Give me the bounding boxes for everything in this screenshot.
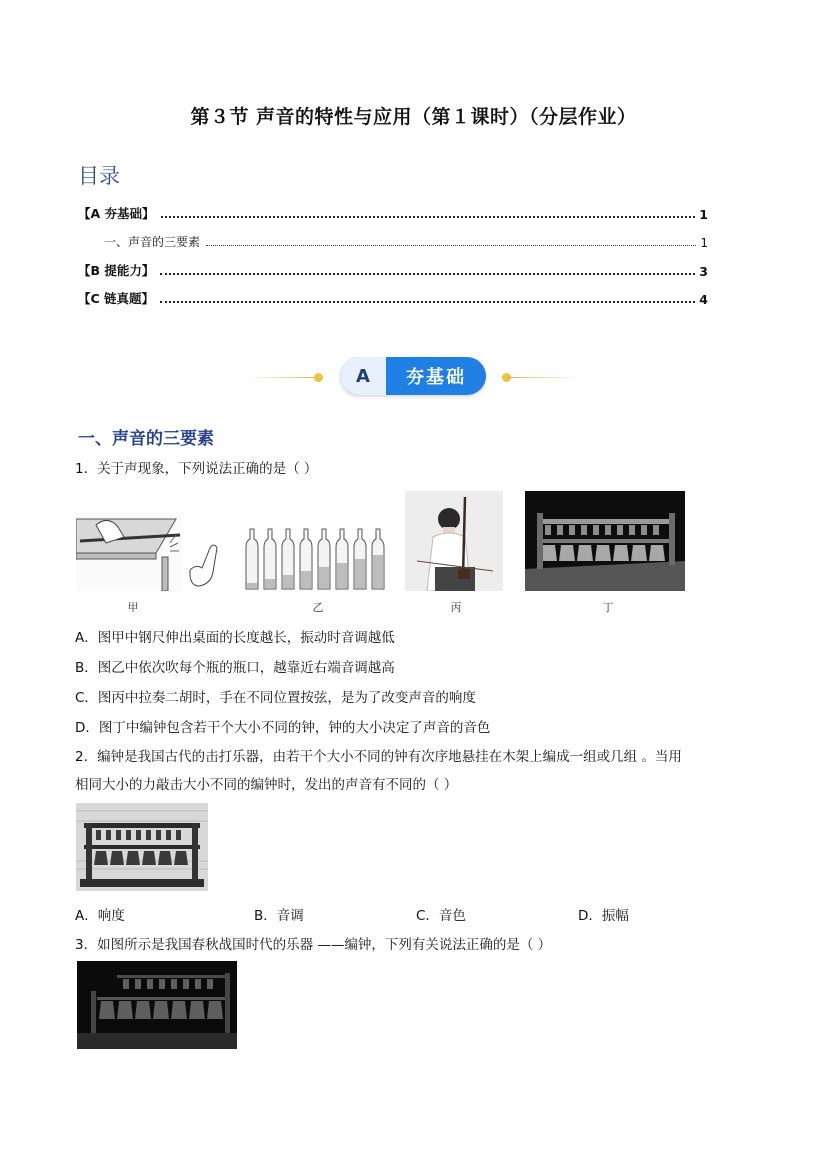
toc-leader (161, 216, 696, 218)
toc-entry-section-1[interactable] (104, 233, 708, 250)
q1-caption-ding: 丁 (602, 601, 614, 614)
toc-entry-page: 4 (699, 292, 708, 307)
toc-entry-label: 【A 夯基础】 (78, 206, 155, 221)
q1-caption-yi: 乙 (312, 601, 324, 614)
banner-pill (340, 357, 486, 395)
q1-caption-bing: 丙 (450, 601, 462, 614)
q1-figure-hand-image (186, 530, 226, 590)
q2-option-a[interactable]: A．响度 (75, 908, 125, 924)
toc-leader (160, 301, 695, 303)
toc-entry-a[interactable] (78, 204, 708, 222)
q2-figure-bianzhong-image (76, 803, 208, 891)
q1-option-d[interactable]: D．图丁中编钟包含若干个大小不同的钟，钟的大小决定了声音的音色 (75, 720, 491, 736)
q2-option-c[interactable]: C．音色 (416, 908, 466, 924)
q1-caption-jia: 甲 (127, 601, 139, 614)
banner-line-right (508, 377, 578, 378)
banner-letter: A (340, 357, 386, 395)
q1-figure-erhu-image (405, 491, 503, 591)
q1-figure-bottles-image (244, 527, 392, 591)
section-banner (248, 356, 578, 398)
toc-entry-page: 3 (699, 264, 708, 279)
toc-entry-label: 一、声音的三要素 (104, 235, 201, 249)
q1-figure-bianzhong-image (525, 491, 685, 591)
page-title: 第３节 声音的特性与应用（第１课时）（分层作业） (190, 106, 637, 128)
q2-stem-line-1: 2．编钟是我国古代的击打乐器，由若干个大小不同的钟有次序地悬挂在木架上编成一组或几组 。当用 (75, 749, 682, 765)
toc-entry-label: 【C 链真题】 (78, 291, 155, 306)
q2-option-b[interactable]: B．音调 (254, 908, 304, 924)
toc-heading: 目录 (78, 164, 120, 188)
toc-leader (160, 273, 695, 275)
banner-text: 夯基础 (406, 367, 466, 388)
q1-figure-ruler-image (76, 513, 182, 591)
toc-leader (206, 245, 696, 246)
toc-entry-label: 【B 提能力】 (78, 263, 155, 278)
toc-entry-page: 1 (699, 207, 708, 222)
q3-figure-bianzhong-image (77, 961, 237, 1049)
toc-entry-b[interactable] (78, 261, 708, 279)
q1-stem: 1．关于声现象，下列说法正确的是（ ） (75, 461, 318, 477)
section-heading: 一、声音的三要素 (78, 429, 214, 449)
banner-dot-left (314, 373, 323, 382)
q2-stem-line-2: 相同大小的力敲击大小不同的编钟时，发出的声音有不同的（ ） (75, 777, 458, 793)
banner-line-left (248, 377, 318, 378)
q2-option-d[interactable]: D．振幅 (578, 908, 629, 924)
q1-option-c[interactable]: C．图丙中拉奏二胡时，手在不同位置按弦，是为了改变声音的响度 (75, 690, 476, 706)
q1-option-a[interactable]: A．图甲中钢尺伸出桌面的长度越长，振动时音调越低 (75, 630, 395, 646)
q1-option-b[interactable]: B．图乙中依次吹每个瓶的瓶口，越靠近右端音调越高 (75, 660, 395, 676)
toc-entry-page: 1 (700, 236, 708, 250)
toc-entry-c[interactable] (78, 289, 708, 307)
q3-stem: 3．如图所示是我国春秋战国时代的乐器 ——编钟，下列有关说法正确的是（ ） (75, 937, 552, 953)
